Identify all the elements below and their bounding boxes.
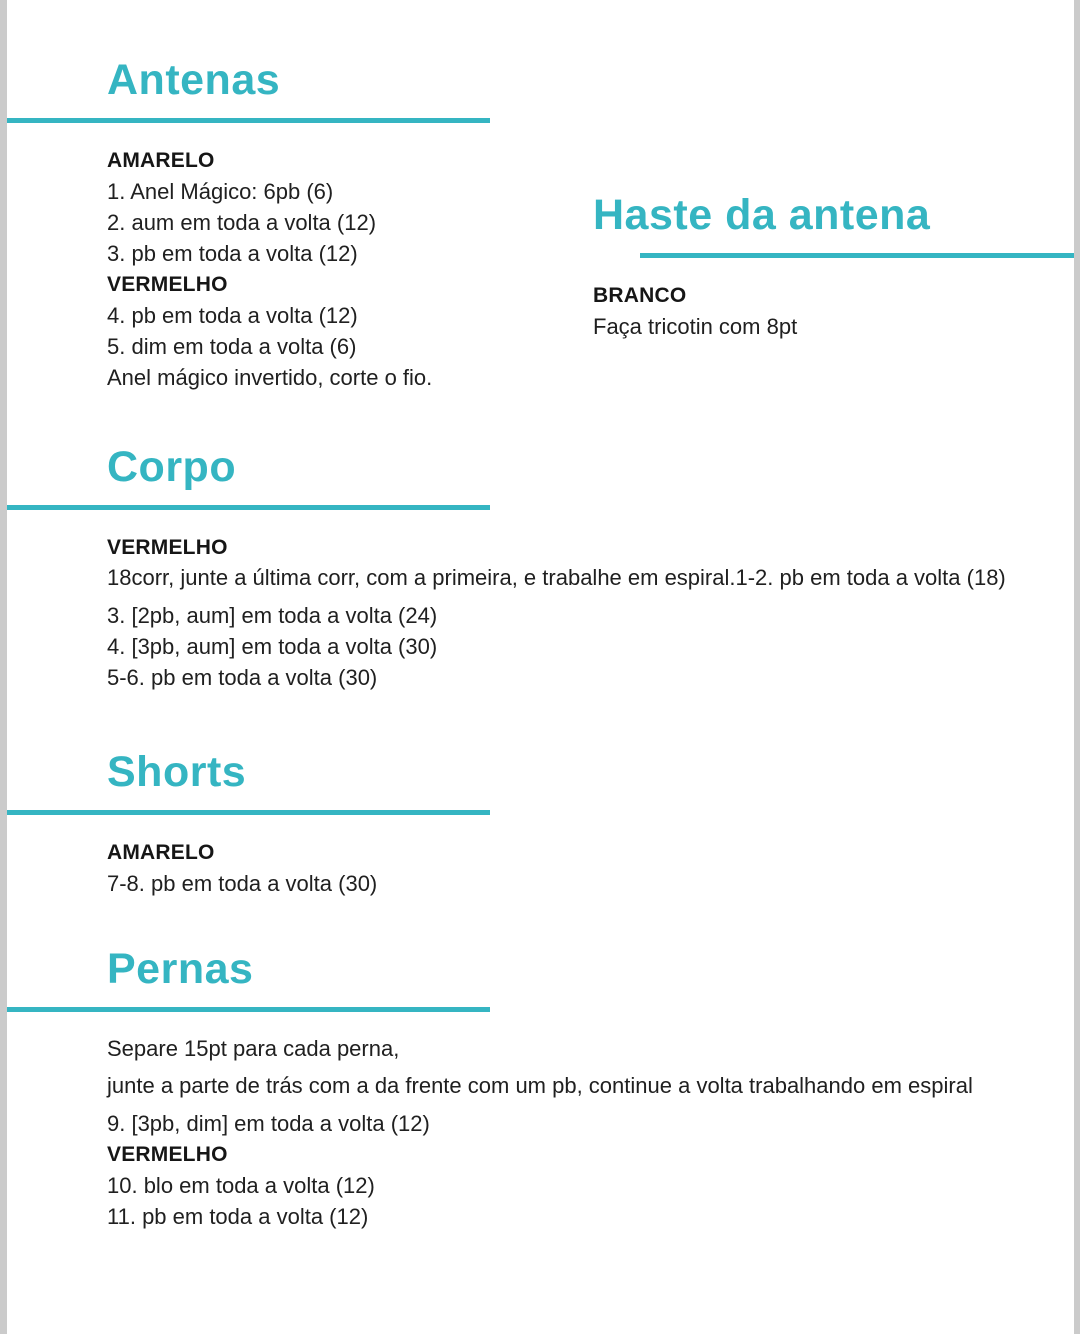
- section-haste-da-antena: [593, 190, 1074, 342]
- section-rule-antenas: [7, 118, 490, 123]
- section-body-haste-da-antena: [593, 280, 1074, 342]
- color-label-amarelo: AMARELO: [107, 841, 215, 864]
- pattern-line: 10. blo em toda a volta (12): [107, 1173, 375, 1198]
- pattern-line: 5-6. pb em toda a volta (30): [107, 665, 378, 690]
- section-rule-shorts: [7, 810, 490, 815]
- section-title-pernas: Pernas: [107, 945, 254, 993]
- page-edge-left: [0, 0, 7, 1334]
- color-label-vermelho: VERMELHO: [107, 1143, 228, 1166]
- section-body-corpo: [107, 532, 1027, 693]
- pattern-line: 2. aum em toda a volta (12): [107, 210, 377, 235]
- section-body-shorts: [107, 837, 587, 899]
- pattern-line: Anel mágico invertido, corte o fio.: [107, 365, 433, 390]
- section-title-haste-da-antena: Haste da antena: [593, 191, 931, 239]
- color-label-amarelo: AMARELO: [107, 149, 215, 172]
- pattern-line: Faça tricotin com 8pt: [593, 314, 798, 339]
- pattern-line: 9. [3pb, dim] em toda a volta (12): [107, 1111, 430, 1136]
- pattern-line: 5. dim em toda a volta (6): [107, 334, 357, 359]
- section-title-antenas: Antenas: [107, 56, 281, 104]
- color-label-vermelho: VERMELHO: [107, 273, 228, 296]
- section-rule-haste-da-antena: [640, 253, 1074, 258]
- pattern-line: 1. Anel Mágico: 6pb (6): [107, 179, 334, 204]
- section-shorts: [107, 747, 587, 899]
- section-rule-corpo: [7, 505, 490, 510]
- section-antenas: [107, 55, 587, 393]
- pattern-line: 4. [3pb, aum] em toda a volta (30): [107, 634, 438, 659]
- color-label-branco: BRANCO: [593, 284, 687, 307]
- pattern-line: 11. pb em toda a volta (12): [107, 1204, 369, 1229]
- section-pernas: [107, 944, 1027, 1232]
- pattern-paragraph: 18corr, junte a última corr, com a primeira, e trabalhe em espiral.1-2. pb em toda a volta (18): [107, 565, 1006, 590]
- section-corpo: [107, 442, 1027, 693]
- pattern-paragraph: junte a parte de trás com a da frente com um pb, continue a volta trabalhando em espiral: [107, 1073, 973, 1098]
- pattern-paragraph: Separe 15pt para cada perna,: [107, 1036, 400, 1061]
- pattern-line: 3. [2pb, aum] em toda a volta (24): [107, 603, 438, 628]
- section-title-corpo: Corpo: [107, 443, 237, 491]
- section-body-pernas: [107, 1034, 1027, 1232]
- pattern-line: 7-8. pb em toda a volta (30): [107, 871, 378, 896]
- pattern-line: 4. pb em toda a volta (12): [107, 303, 358, 328]
- section-rule-pernas: [7, 1007, 490, 1012]
- section-body-antenas: [107, 145, 587, 393]
- pattern-line: 3. pb em toda a volta (12): [107, 241, 358, 266]
- page-edge-right: [1074, 0, 1080, 1334]
- color-label-vermelho: VERMELHO: [107, 536, 228, 559]
- section-title-shorts: Shorts: [107, 748, 247, 796]
